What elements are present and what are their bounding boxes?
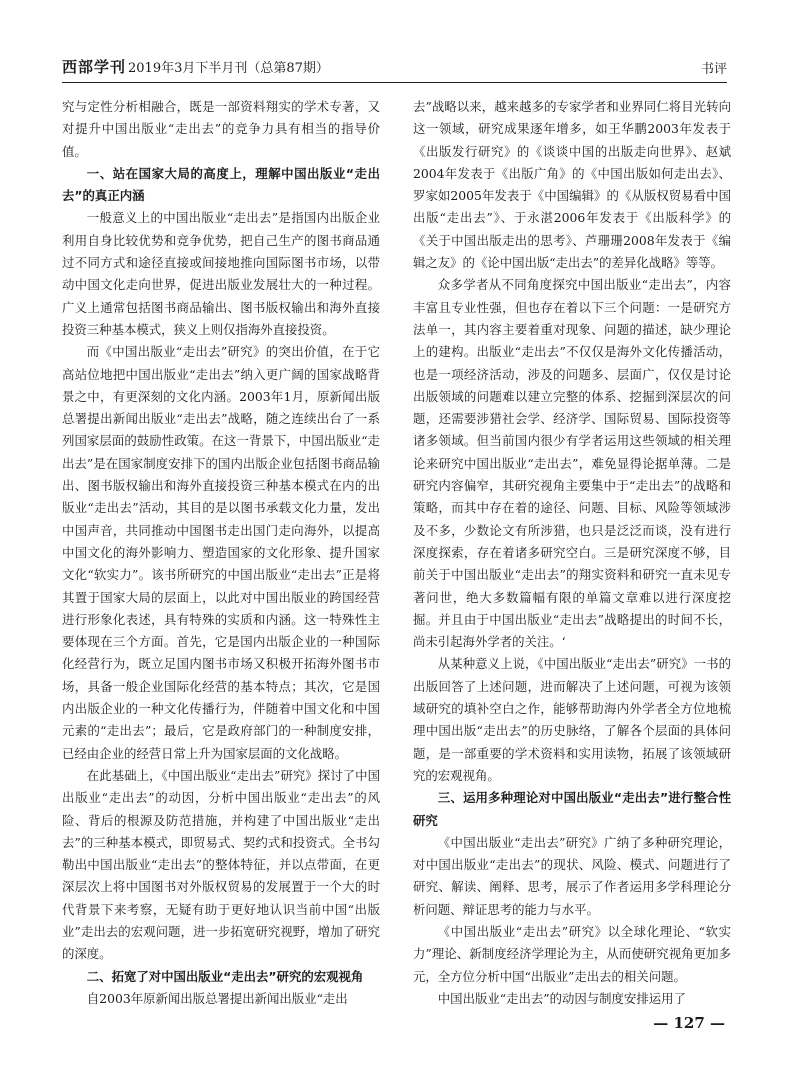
section-heading: 三、运用多种理论对中国出版业“走出去”进行整合性研究 bbox=[413, 790, 731, 828]
section-heading: 二、拓宽了对中国出版业“走出去”研究的宏观视角 bbox=[86, 968, 364, 984]
paragraph: 一般意义上的中国出版业“走出去”是指国内出版企业利用自身比较优势和竞争优势，把自己生产的图书商品通过不同方式和途径直接或间接地推向国际图书市场，以带动中国文化走向世界，促进出版业发展壮大的一种过程。广义上通常包括图书商品输出、图书版权输出和海外直接投资三种基本模式，狭义上则仅指海外直接投资。 bbox=[62, 210, 380, 337]
paragraph: 中国出版业“走出去”的动因与制度安排运用了 bbox=[437, 990, 686, 1006]
left-column bbox=[62, 96, 380, 1010]
paragraph: 在此基础上，《中国出版业“走出去”研究》探讨了中国出版业“走出去”的动因，分析中国出版业“走出去”的风险、背后的根源及防范措施，并构建了中国出版业“走出去”的三种基本模式，即贸易式、契约式和投资式。全书勾勒出中国出版业“走出去”的整体特征，并以点带面，在更深层次上将中国图书对外版权贸易的发展置于一个大的时代背景下来考察，无疑有助于更好地认识当前中国“出版业”走出去的宏观问题，进一步拓宽研究视野，增加了研究的深度。 bbox=[62, 767, 380, 962]
paragraph: 究与定性分析相融合，既是一部资料翔实的学术专著，又对提升中国出版业“走出去”的竞争力具有相当的指导价值。 bbox=[62, 99, 380, 159]
paragraph: 而《中国出版业“走出去”研究》的突出价值，在于它高站位地把中国出版业“走出去”纳入更广阔的国家战略背景之中，有更深刻的文化内涵。2003年1月，原新闻出版总署提出新闻出版业“走出去”战略，随之连续出台了一系列国家层面的鼓励性政策。在这一背景下，中国出版业“走出去”是在国家制度安排下的国内出版企业包括图书商品输出、图书版权输出和海外直接投资三种基本模式在内的出版业“走出去”活动，其目的是以图书承载文化力量，发出中国声音，共同推动中国图书走出国门走向海外，以提高中国文化的海外影响力、塑造国家的文化形象、提升国家文化“软实力”。该书所研究的中国出版业“走出去”正是将其置于国家大局的层面上，以此对中国出版业的跨国经营进行形象化表述，具有特殊的实质和内涵。这一特殊性主要体现在三个方面。首先，它是国内出版企业的一种国际化经营行为，既立足国内图书市场又积极开拓海外图书市场，具备一般企业国际化经营的基本特点；其次，它是国内出版企业的一种文化传播行为，伴随着中国文化和中国元素的“走出去”；最后，它是政府部门的一种制度安排，已经由企业的经营日常上升为国家层面的文化战略。 bbox=[62, 344, 380, 761]
right-column bbox=[413, 96, 731, 1010]
section-label: 书评 bbox=[700, 62, 727, 77]
paragraph: 去”战略以来，越来越多的专家学者和业界同仁将目光转向这一领域，研究成果逐年增多，如王华鹏2003年发表于《出版发行研究》的《谈谈中国的出版走向世界》、赵斌2004年发表于《出版广角》的《中国出版如何走出去》、罗家如2005年发表于《中国编辑》的《从版权贸易看中国出版“走出去”》、于永湛2006年发表于《出版科学》的《关于中国出版走出的思考》、芦珊珊2008年发表于《编辑之友》的《论中国出版“走出去”的差异化战略》等等。 bbox=[413, 99, 731, 271]
paragraph: 《中国出版业“走出去”研究》以全球化理论、“软实力”理论、新制度经济学理论为主，从而使研究视角更加多元，全方位分析中国“出版业”走出去的相关问题。 bbox=[413, 923, 731, 984]
paragraph: 从某种意义上说，《中国出版业“走出去”研究》一书的出版回答了上述问题，进而解决了上述问题，可视为该领域研究的填补空白之作，能够帮助海内外学者全方位地梳理中国出版“走出去”的历史脉络，了解各个层面的具体问题，是一部重要的学术资料和实用读物，拓展了该领域研究的宏观视角。 bbox=[413, 656, 731, 783]
page-header bbox=[62, 52, 727, 83]
journal-name: 西部学刊 bbox=[62, 58, 127, 76]
issue-info: 2019年3月下半月刊（总第87期） bbox=[128, 61, 329, 76]
journal-info bbox=[62, 56, 329, 77]
section-heading: 一、站在国家大局的高度上，理解中国出版业“走出去”的真正内涵 bbox=[62, 165, 380, 204]
page-number: — 127 — bbox=[653, 1014, 725, 1032]
paragraph: 众多学者从不同角度探究中国出版业“走出去”，内容丰富且专业性强，但也存在着以下三个问题：一是研究方法单一，其内容主要着重对现象、问题的描述，缺少理论上的建构。出版业“走出去”不仅仅是海外文化传播活动，也是一项经济活动，涉及的问题多、层面广，仅仅是讨论出版领域的问题难以建立完整的体系、挖掘到深层次的问题，还需要涉猎社会学、经济学、国际贸易、国际投资等诸多领域。但当前国内很少有学者运用这些领域的相关理论来研究中国出版业“走出去”，难免显得论据单薄。二是研究内容偏窄，其研究视角主要集中于“走出去”的战略和策略，而其中存在着的途径、问题、目标、风险等领域涉及不多，少数论文有所涉猎，也只是泛泛而谈，没有进行深度探索，存在着诸多研究空白。三是研究深度不够，目前关于中国出版业“走出去”的翔实资料和研究一直未见专著问世，绝大多数篇幅有限的单篇文章难以进行深度挖掘。并且由于中国出版业“走出去”战略提出的时间不长，尚未引起海外学者的关注。‘ bbox=[413, 277, 731, 650]
paragraph: 《中国出版业“走出去”研究》广纳了多种研究理论，对中国出版业“走出去”的现状、风险、模式、问题进行了研究、解读、阐释、思考，展示了作者运用多学科理论分析问题、辩证思考的能力与水平。 bbox=[413, 834, 731, 917]
paragraph: 自2003年原新闻出版总署提出新闻出版业“走出 bbox=[86, 990, 348, 1006]
